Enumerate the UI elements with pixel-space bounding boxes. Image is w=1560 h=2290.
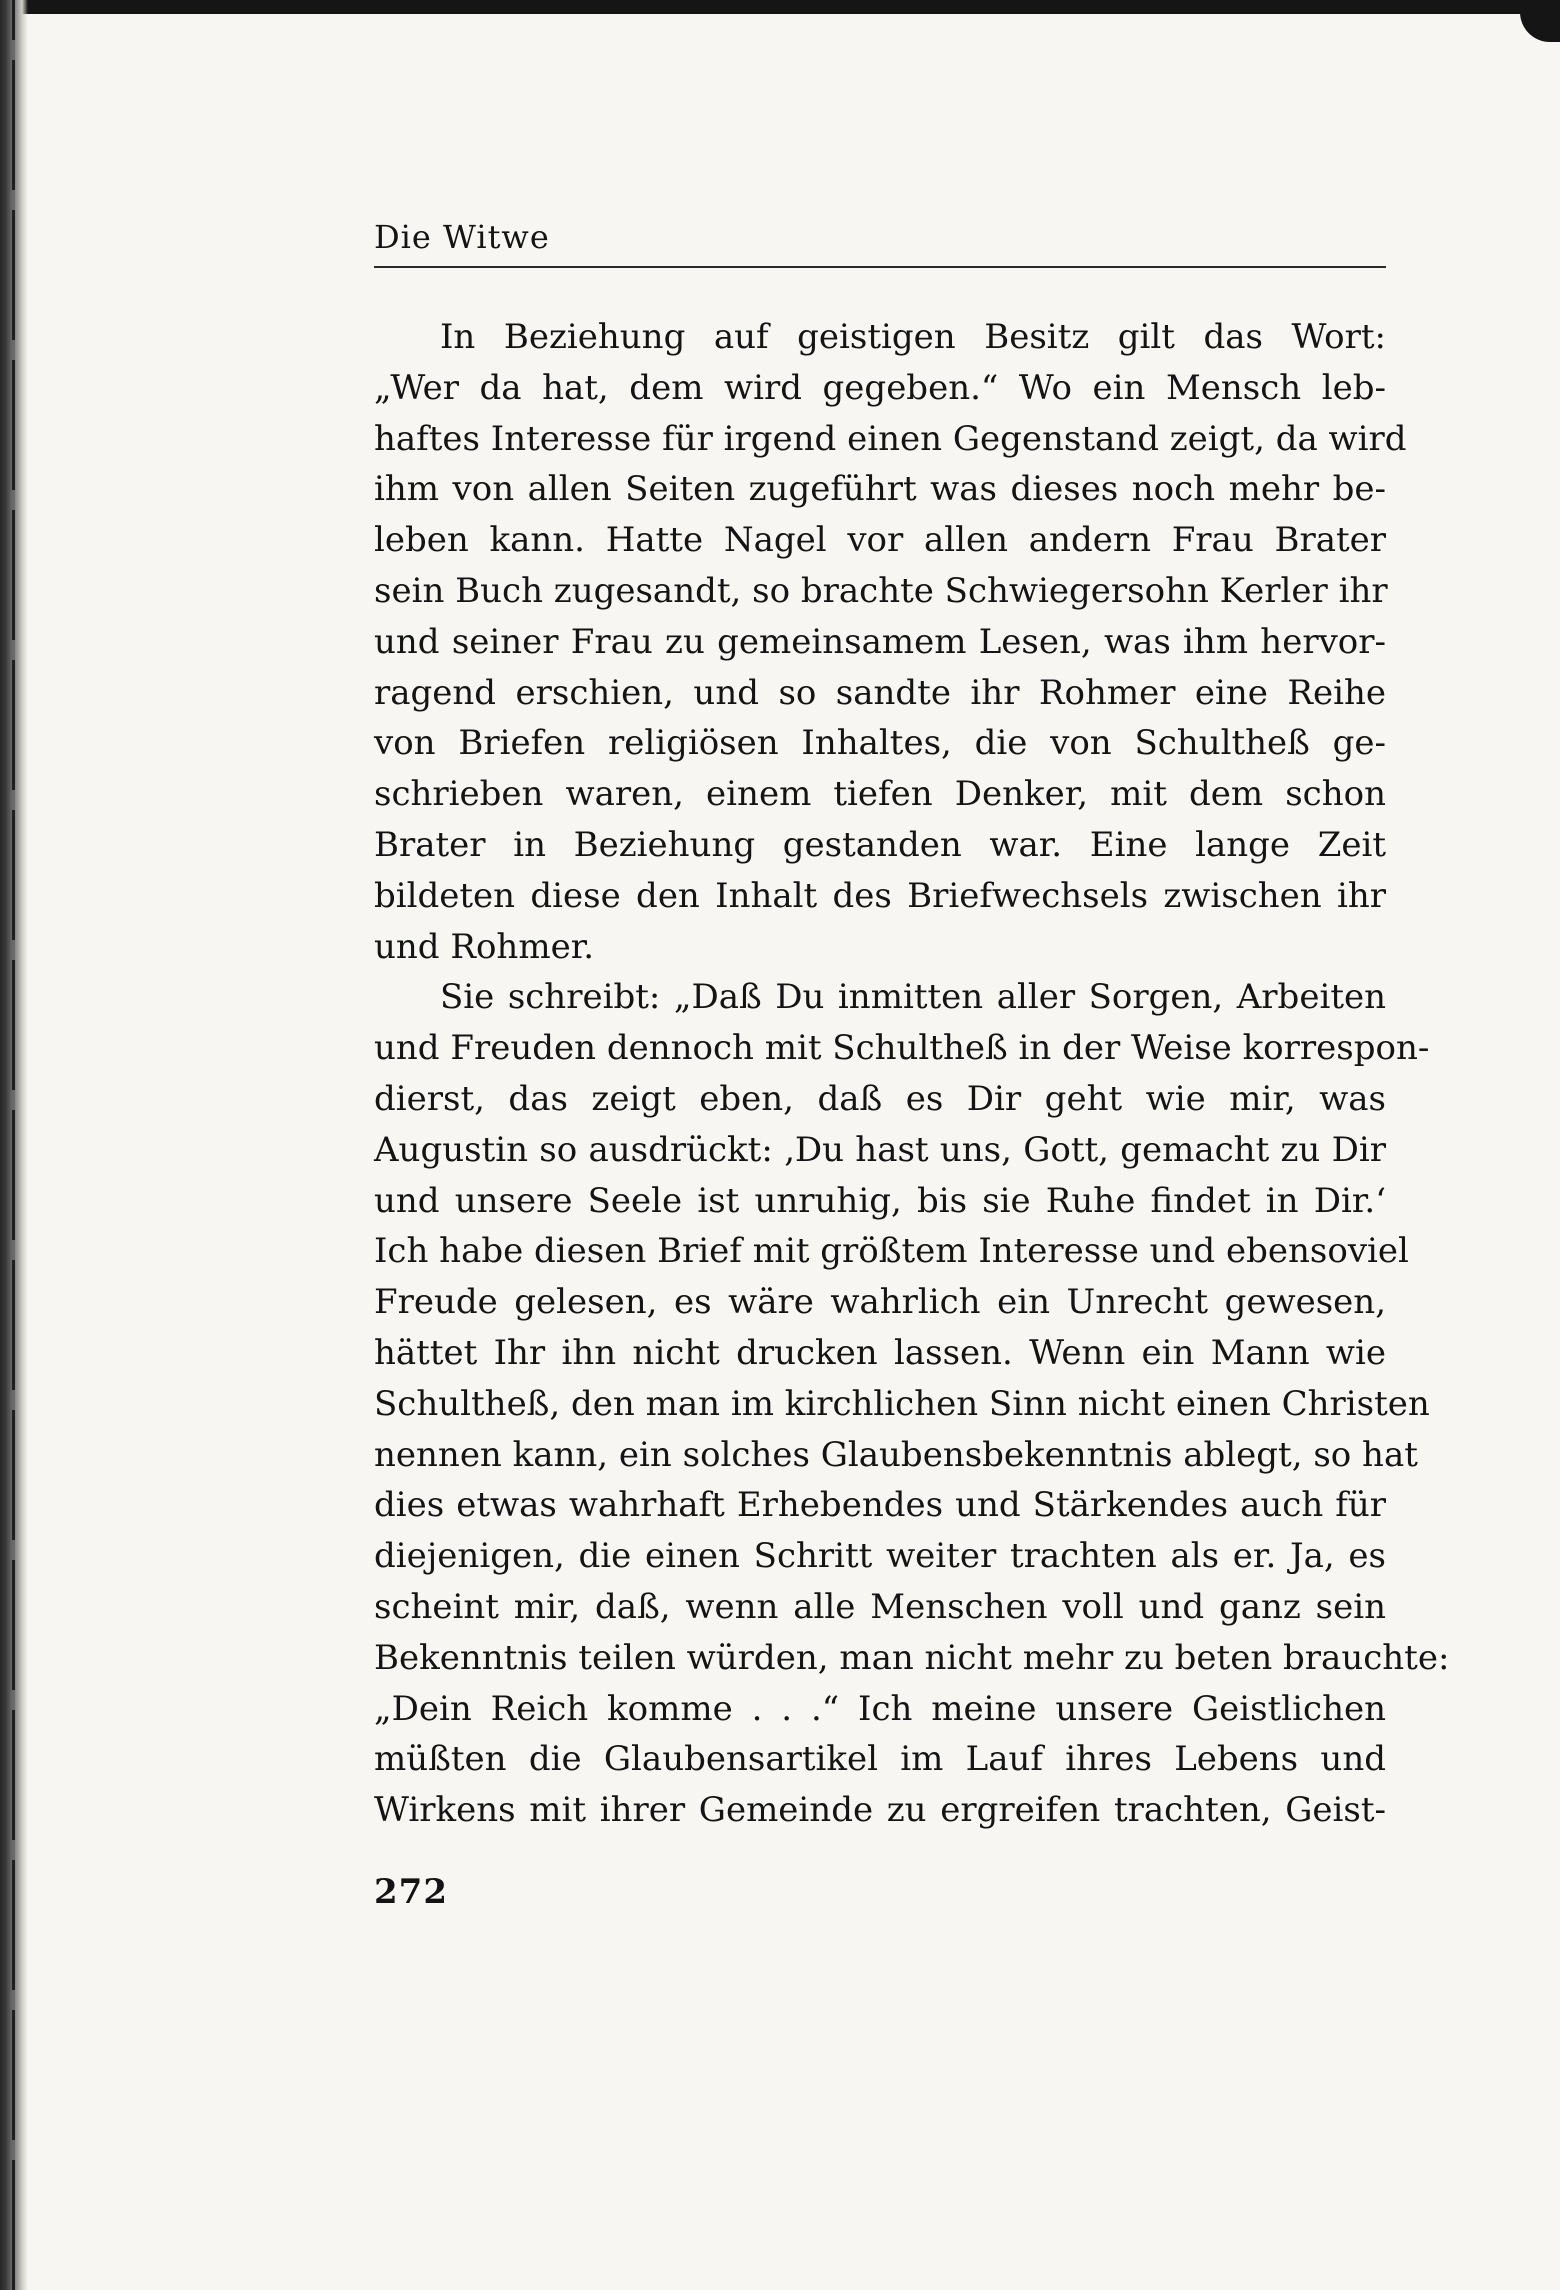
scan-border-top [0, 0, 1560, 14]
text-line: ihm von allen Seiten zugeführt was dieses noch mehr be- [374, 469, 1386, 510]
text-line: dies etwas wahrhaft Erhebendes und Stärkendes auch für [374, 1485, 1386, 1526]
text-line: Freude gelesen, es wäre wahrlich ein Unrecht gewesen, [374, 1282, 1386, 1323]
text-line: Wirkens mit ihrer Gemeinde zu ergreifen trachten, Geist- [374, 1790, 1386, 1831]
text-line: und seiner Frau zu gemeinsamem Lesen, was ihm hervor- [374, 621, 1386, 662]
text-line: bildeten diese den Inhalt des Briefwechsels zwischen ihr [374, 875, 1386, 916]
scan-binding-edge [12, 0, 15, 2290]
scan-border-corner [1520, 0, 1560, 42]
text-line: scheint mir, daß, wenn alle Menschen voll und ganz sein [374, 1586, 1386, 1627]
text-line: In Beziehung auf geistigen Besitz gilt das Wort: [440, 317, 1386, 357]
text-line: Sie schreibt: „Daß Du inmitten aller Sorgen, Arbeiten [440, 977, 1386, 1018]
text-line: dierst, das zeigt eben, daß es Dir geht wie mir, was [374, 1078, 1386, 1119]
text-line: Ich habe diesen Brief mit größtem Interesse und ebensoviel [374, 1231, 1409, 1272]
text-line: Augustin so ausdrückt: ‚Du hast uns, Gott, gemacht zu Dir [374, 1129, 1386, 1170]
text-line: von Briefen religiösen Inhaltes, die von Schultheß ge- [374, 723, 1386, 764]
text-line: Brater in Beziehung gestanden war. Eine lange Zeit [374, 824, 1386, 865]
text-line: leben kann. Hatte Nagel vor allen andern Frau Brater [374, 520, 1386, 561]
text-line: nennen kann, ein solches Glaubensbekenntnis ablegt, so hat [374, 1434, 1418, 1475]
text-line: ragend erschien, und so sandte ihr Rohmer eine Reihe [374, 672, 1386, 713]
text-line: sein Buch zugesandt, so brachte Schwiegersohn Kerler ihr [374, 570, 1388, 611]
book-page [374, 210, 1450, 1912]
text-line: schrieben waren, einem tiefen Denker, mit dem schon [374, 774, 1386, 815]
text-line: Schultheß, den man im kirchlichen Sinn nicht einen Christen [374, 1383, 1430, 1424]
text-line: diejenigen, die einen Schritt weiter trachten als er. Ja, es [374, 1536, 1386, 1577]
running-head: Die Witwe [374, 218, 550, 256]
page-number: 272 [374, 1871, 448, 1912]
paragraph-2 [374, 972, 1450, 1836]
text-line: Bekenntnis teilen würden, man nicht mehr zu beten brauchte: [374, 1637, 1450, 1678]
paragraph-1 [374, 312, 1407, 972]
text-line: müßten die Glaubensartikel im Lauf ihres Lebens und [374, 1739, 1386, 1780]
text-line: haftes Interesse für irgend einen Gegenstand zeigt, da wird [374, 418, 1407, 459]
text-line: „Wer da hat, dem wird gegeben.“ Wo ein Mensch leb- [374, 367, 1386, 408]
body-text [374, 312, 1450, 1836]
text-line: und Freuden dennoch mit Schultheß in der Weise korrespon- [374, 1028, 1430, 1069]
text-line: hättet Ihr ihn nicht drucken lassen. Wenn ein Mann wie [374, 1332, 1386, 1373]
header-rule [374, 266, 1386, 268]
text-line: und unsere Seele ist unruhig, bis sie Ruhe findet in Dir.‘ [374, 1180, 1386, 1221]
text-line: und Rohmer. [374, 926, 595, 967]
text-line: „Dein Reich komme . . .“ Ich meine unsere Geistlichen [374, 1688, 1386, 1729]
